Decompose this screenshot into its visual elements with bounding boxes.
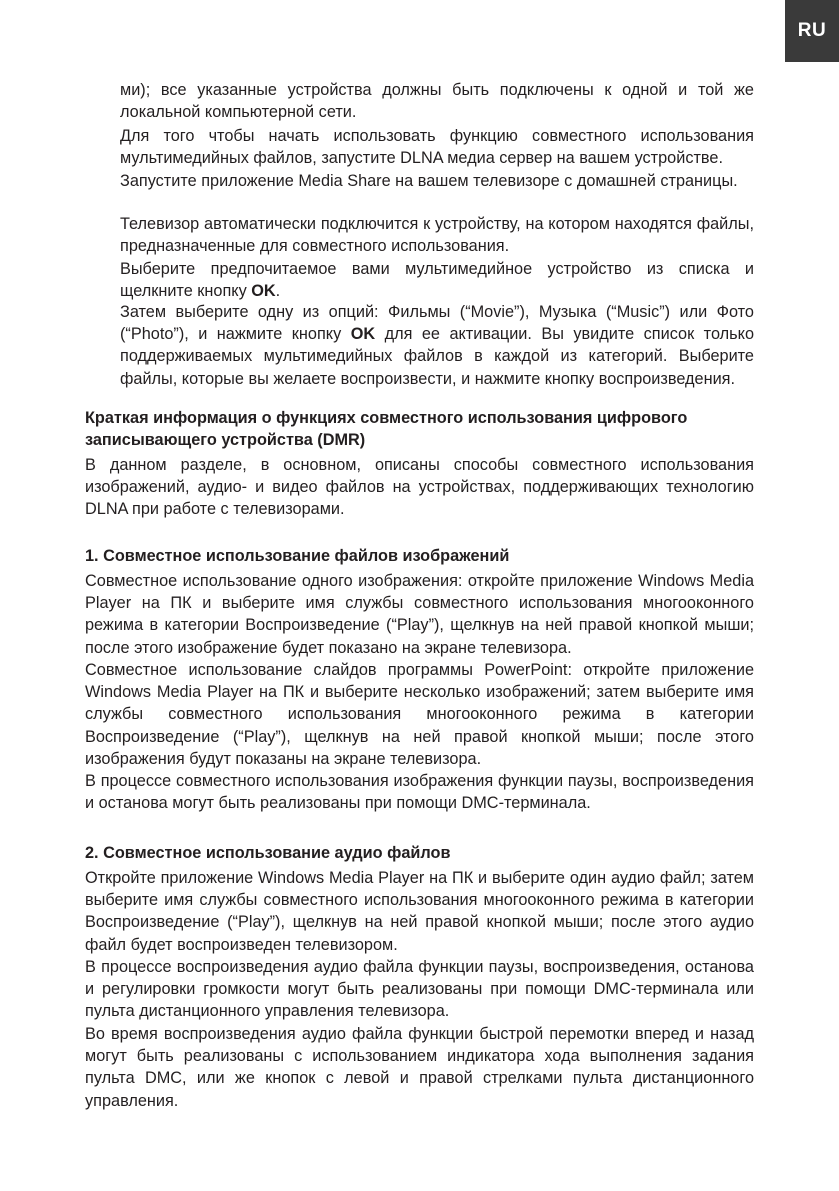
- ok-key-label: OK: [251, 282, 276, 301]
- intro-paragraph-5: [120, 258, 754, 302]
- intro-paragraph-6: [120, 301, 754, 390]
- audio-paragraph-1: Откройте приложение Windows Media Player на ПК и выберите один аудио файл; затем выберите имя службы совместного использования многооконного режима в категории Воспроизведение (“Play”), щелкнув на ней правой кнопкой мыши; после этого аудио файл будет воспроизведен телевизором.: [85, 869, 754, 954]
- intro-paragraph-4: Телевизор автоматически подключится к устройству, на котором находятся файлы, предназначенные для совместного использования.: [120, 215, 754, 256]
- intro-paragraph-5-text: Выберите предпочитаемое вами мультимедийное устройство из списка и щелкните кнопку: [120, 260, 754, 301]
- intro-paragraph-6-rest: для ее активации. Вы увидите список только поддерживаемых мультимедийных файлов в каждой из категорий. Выберите файлы, которые вы желаете воспроизвести, и нажмите кнопку воспроизведения.: [120, 325, 754, 388]
- images-paragraph-2: Совместное использование слайдов программы PowerPoint: откройте приложение Windows Media Player на ПК и выберите несколько изображений; затем выберите имя службы совместного использования многооконного режима в категории Воспроизведение (“Play”), щелкнув на ней правой кнопкой мыши; после этого изображения будут показаны на экране телевизора.: [85, 661, 754, 768]
- images-paragraph-1: Совместное использование одного изображения: откройте приложение Windows Media Player на ПК и выберите имя службы совместного использования многооконного режима в категории Воспроизведение (“Play”), щелкнув на ней правой кнопкой мыши; после этого изображение будет показано на экране телевизора.: [85, 572, 754, 657]
- intro-paragraph-2: Для того чтобы начать использовать функцию совместного использования мультимедийных файлов, запустите DLNA медиа сервер на вашем устройстве.: [120, 127, 754, 168]
- intro-paragraph-3: Запустите приложение Media Share на вашем телевизоре с домашней страницы.: [120, 172, 738, 190]
- images-section-heading: 1. Совместное использование файлов изображений: [85, 547, 510, 565]
- intro-paragraph-6-text: Затем выберите одну из опций: Фильмы (“Movie”), Музыка (“Music”) или Фото (“Photo”), и нажмите кнопку: [120, 303, 754, 344]
- dmr-paragraph-1: В данном разделе, в основном, описаны способы совместного использования изображений, аудио- и видео файлов на устройствах, поддерживающих технологию DLNA при работе с телевизорами.: [85, 456, 754, 519]
- ok-key-label: OK: [350, 325, 376, 344]
- images-paragraph-3: В процессе совместного использования изображения функции паузы, воспроизведения и останова могут быть реализованы при помощи DMC-терминала.: [85, 772, 754, 813]
- intro-paragraph-1: ми); все указанные устройства должны быть подключены к одной и той же локальной компьютерной сети.: [120, 81, 754, 122]
- dmr-heading: Краткая информация о функциях совместного использования цифрового записывающего устройства (DMR): [85, 409, 688, 450]
- audio-paragraph-2: В процессе воспроизведения аудио файла функции паузы, воспроизведения, останова и регулировки громкости могут быть реализованы при помощи DMC-терминала или пульта дистанционного управления телевизора.: [85, 958, 754, 1021]
- intro-paragraph-5-end: .: [275, 282, 281, 301]
- language-tab: RU: [785, 0, 839, 62]
- audio-paragraph-3: Во время воспроизведения аудио файла функции быстрой перемотки вперед и назад могут быть реализованы с использованием индикатора хода выполнения задания пульта DMC, или же кнопок с левой и правой стрелками пульта дистанционного управления.: [85, 1025, 754, 1110]
- audio-section-heading: 2. Совместное использование аудио файлов: [85, 844, 451, 862]
